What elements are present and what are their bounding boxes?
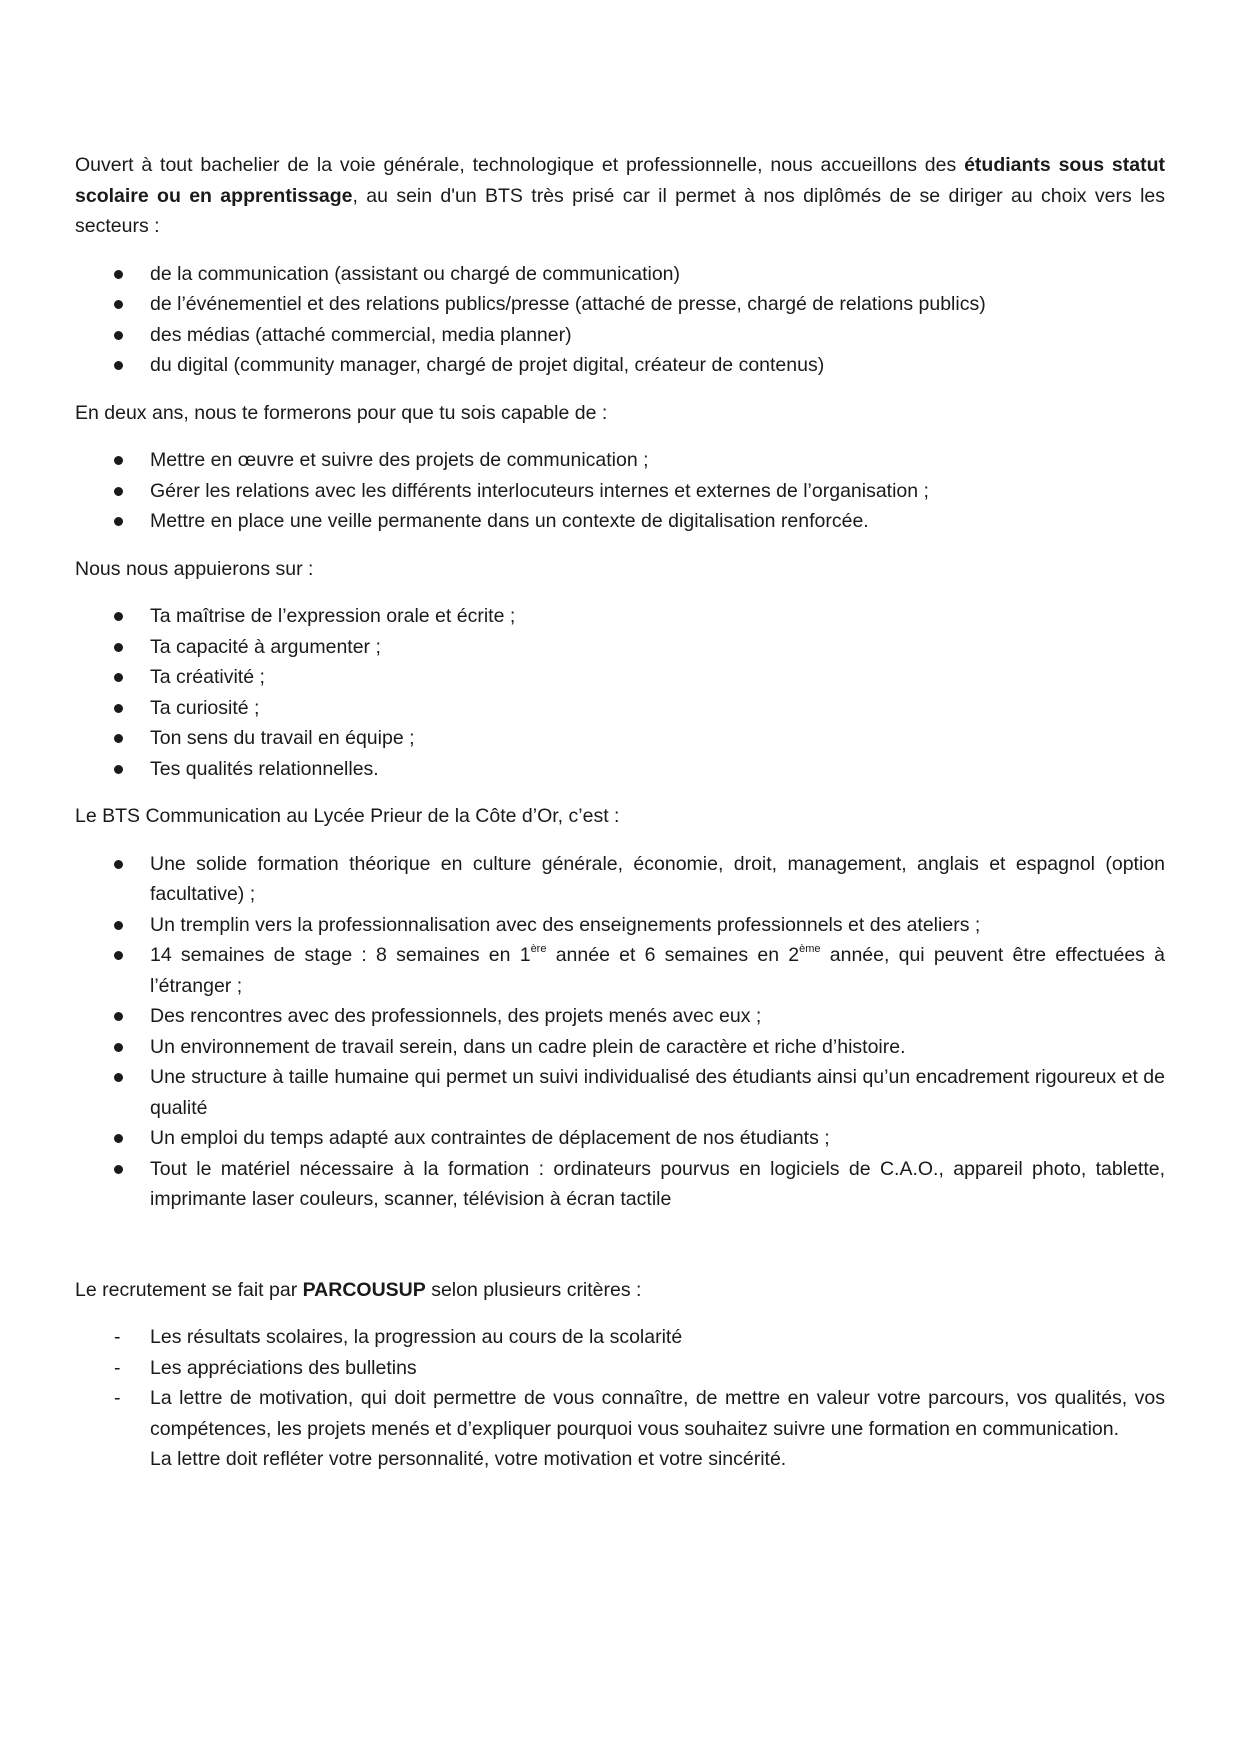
bullet-icon xyxy=(114,331,123,340)
list-item-subtext: La lettre doit refléter votre personnalité, votre motivation et votre sincérité. xyxy=(150,1448,787,1470)
list-item-text: de la communication (assistant ou chargé de communication) xyxy=(150,262,681,285)
bullet-icon xyxy=(114,765,123,774)
criteria-list xyxy=(75,1322,1165,1475)
rely-intro: Nous nous appuierons sur : xyxy=(75,557,314,580)
list-item xyxy=(75,1322,1165,1353)
bullet-icon xyxy=(114,1073,123,1082)
bullet-icon xyxy=(114,270,123,279)
list-item xyxy=(75,849,1165,910)
list-item xyxy=(75,259,1165,290)
list-item xyxy=(75,754,1165,785)
list-item-text: Ta créativité ; xyxy=(150,666,265,688)
list-item-text: Un tremplin vers la professionnalisation avec des enseignements professionnels et des ateliers ; xyxy=(150,913,981,936)
bullet-icon xyxy=(114,361,123,370)
list-item xyxy=(75,632,1165,663)
list-item-text: Gérer les relations avec les différents interlocuteurs internes et externes de l’organisation ; xyxy=(150,479,929,502)
intro-text-2: , au sein d'un BTS très prisé car il permet à nos diplômés de se diriger au choix vers les secteurs : xyxy=(75,184,1165,237)
list-item xyxy=(75,723,1165,754)
list-item-text: de l’événementiel et des relations publics/presse (attaché de presse, chargé de relations publics) xyxy=(150,293,986,315)
recruit-text-2: selon plusieurs critères : xyxy=(425,1278,642,1301)
list-item-text: des médias (attaché commercial, media planner) xyxy=(150,323,572,346)
list-item-text: Un emploi du temps adapté aux contraintes de déplacement de nos étudiants ; xyxy=(150,1127,830,1149)
list-item-text: Tes qualités relationnelles. xyxy=(150,757,379,780)
training-intro: En deux ans, nous te formerons pour que tu sois capable de : xyxy=(75,401,608,424)
list-item-text: Mettre en œuvre et suivre des projets de communication ; xyxy=(150,449,649,471)
list-item xyxy=(75,1353,1165,1384)
list-item xyxy=(75,1062,1165,1123)
list-item-text: 14 semaines de stage : 8 semaines en 1 xyxy=(150,944,531,966)
bullet-icon xyxy=(114,1012,123,1021)
list-item xyxy=(75,1383,1165,1475)
list-item-text: Ton sens du travail en équipe ; xyxy=(150,727,415,749)
ordinal-suffix: ème xyxy=(799,943,821,955)
list-item xyxy=(75,476,1165,507)
bullet-icon xyxy=(114,1043,123,1052)
list-item xyxy=(75,940,1165,1001)
bullet-icon xyxy=(114,673,123,682)
bullet-icon xyxy=(114,860,123,869)
recruit-paragraph xyxy=(75,1275,1165,1306)
list-item-text: année, qui peuvent être effectuées à l’étranger ; xyxy=(150,944,1165,997)
list-item-text: Une solide formation théorique en culture générale, économie, droit, management, anglais et espagnol (option facultative) ; xyxy=(150,852,1165,905)
document-page xyxy=(75,150,1165,1492)
list-item xyxy=(75,289,1165,320)
bullet-icon xyxy=(114,517,123,526)
bts-intro: Le BTS Communication au Lycée Prieur de la Côte d’Or, c’est : xyxy=(75,805,620,827)
intro-paragraph xyxy=(75,150,1165,242)
skills-list xyxy=(75,445,1165,537)
bullet-icon xyxy=(114,921,123,930)
list-item-text: Une structure à taille humaine qui permet un suivi individualisé des étudiants ainsi qu’un encadrement rigoureux et de qualité xyxy=(150,1066,1165,1119)
bullet-icon xyxy=(114,1165,123,1174)
recruit-bold-text: PARCOUSUP xyxy=(302,1278,426,1301)
dash-marker: - xyxy=(114,1387,121,1409)
intro-bold-text: étudiants sous statut scolaire ou en apprentissage xyxy=(75,154,1165,207)
bullet-icon xyxy=(114,456,123,465)
bts-points-list xyxy=(75,849,1165,1215)
list-item-text: Un environnement de travail serein, dans un cadre plein de caractère et riche d’histoire. xyxy=(150,1035,906,1058)
list-item-text: Tout le matériel nécessaire à la formation : ordinateurs pourvus en logiciels de C.A.O., appareil photo, tablette, imprimante laser couleurs, scanner, télévision à écran tactile xyxy=(150,1157,1165,1210)
list-item xyxy=(75,1154,1165,1215)
list-item xyxy=(75,601,1165,632)
list-item xyxy=(75,445,1165,476)
bullet-icon xyxy=(114,704,123,713)
list-item-text: La lettre de motivation, qui doit permettre de vous connaître, de mettre en valeur votre parcours, vos qualités, vos compétences, les projets menés et d’expliquer pourquoi vous souhaitez suivre une formation en communication. xyxy=(150,1387,1165,1440)
intro-text-1: Ouvert à tout bachelier de la voie générale, technologique et professionnelle, nous accueillons des xyxy=(75,154,965,176)
bullet-icon xyxy=(114,300,123,309)
sectors-list xyxy=(75,259,1165,381)
recruit-text-1: Le recrutement se fait par xyxy=(75,1278,303,1301)
list-item-text: Ta curiosité ; xyxy=(150,696,260,719)
dash-marker: - xyxy=(114,1356,121,1379)
dash-marker: - xyxy=(114,1326,121,1348)
list-item xyxy=(75,1032,1165,1063)
bullet-icon xyxy=(114,643,123,652)
bullet-icon xyxy=(114,951,123,960)
bullet-icon xyxy=(114,734,123,743)
list-item-text: Les appréciations des bulletins xyxy=(150,1356,417,1379)
list-item xyxy=(75,320,1165,351)
qualities-list xyxy=(75,601,1165,784)
ordinal-suffix: ère xyxy=(530,943,547,955)
list-item xyxy=(75,910,1165,941)
list-item xyxy=(75,693,1165,724)
list-item-text: Des rencontres avec des professionnels, des projets menés avec eux ; xyxy=(150,1005,762,1027)
list-item xyxy=(75,1001,1165,1032)
list-item-text: Ta maîtrise de l’expression orale et écrite ; xyxy=(150,605,516,627)
list-item xyxy=(75,662,1165,693)
list-item-text: du digital (community manager, chargé de projet digital, créateur de contenus) xyxy=(150,354,825,376)
list-item xyxy=(75,506,1165,537)
bullet-icon xyxy=(114,487,123,496)
list-item-text: Ta capacité à argumenter ; xyxy=(150,635,381,658)
bullet-icon xyxy=(114,1134,123,1143)
spacer xyxy=(75,1232,1165,1275)
bullet-icon xyxy=(114,612,123,621)
list-item-text: Les résultats scolaires, la progression au cours de la scolarité xyxy=(150,1326,683,1348)
list-item xyxy=(75,1123,1165,1154)
list-item-text: année et 6 semaines en 2 xyxy=(546,944,800,966)
list-item xyxy=(75,350,1165,381)
list-item-text: Mettre en place une veille permanente dans un contexte de digitalisation renforcée. xyxy=(150,510,869,532)
